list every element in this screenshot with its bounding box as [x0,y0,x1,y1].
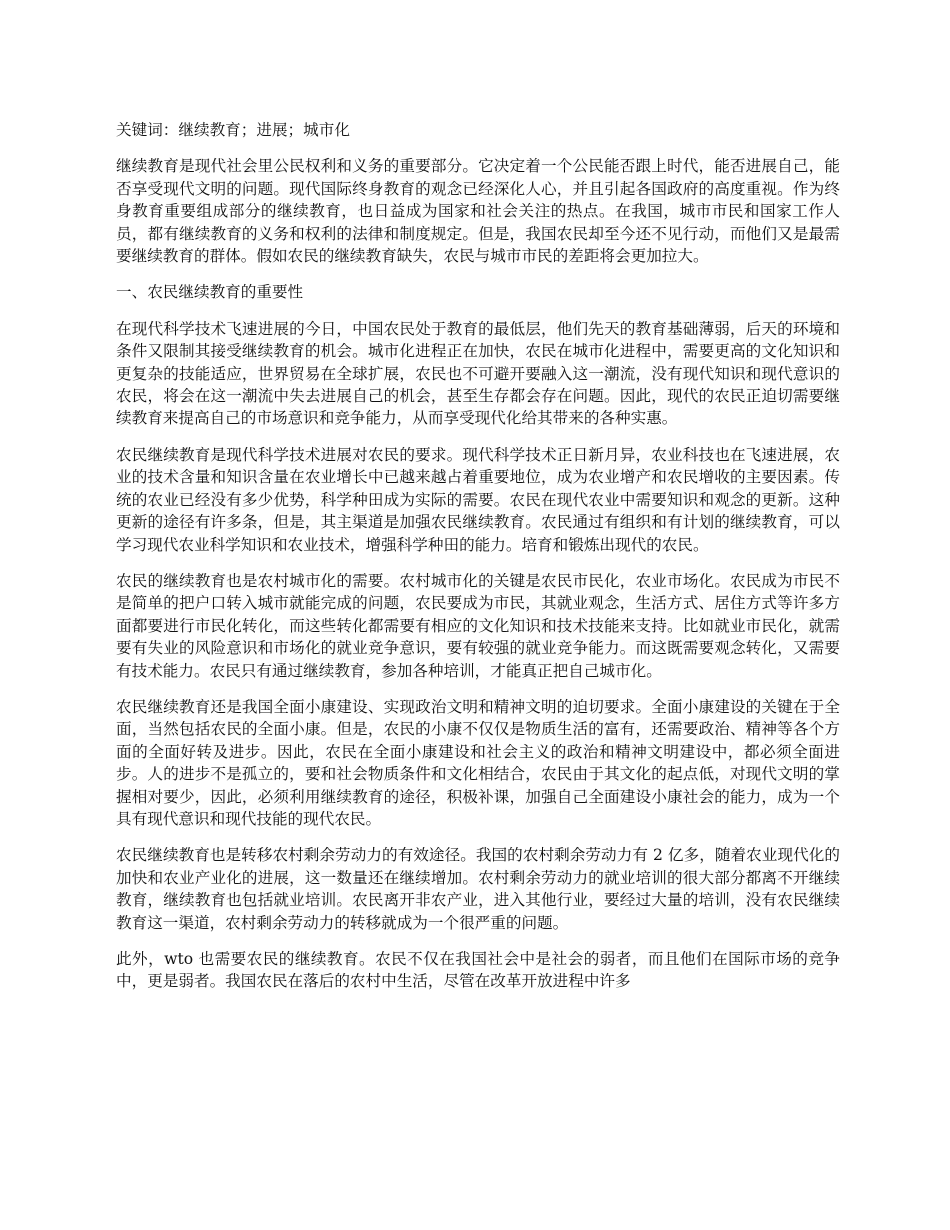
body-paragraph: 农民的继续教育也是农村城市化的需要。农村城市化的关键是农民市民化，农业市场化。农民成为市民不是简单的把户口转入城市就能完成的问题，农民要成为市民，其就业观念，生活方式、居住方式等许多方面都要进行市民化转化，而这些转化都需要有相应的文化知识和技术技能来支持。比如就业市民化，就需要有失业的风险意识和市场化的就业竞争意识，要有较强的就业竞争能力。而这既需要观念转化，又需要有技术能力。农民只有通过继续教育，参加各种培训，才能真正把自己城市化。 [116,571,840,680]
intro-paragraph: 继续教育是现代社会里公民权利和义务的重要部分。它决定着一个公民能否跟上时代，能否进展自己，能否享受现代文明的问题。现代国际终身教育的观念已经深化人心，并且引起各国政府的高度重视。作为终身教育重要组成部分的继续教育，也日益成为国家和社会关注的热点。在我国，城市市民和国家工作人员，都有继续教育的义务和权利的法律和制度规定。但是，我国农民却至今还不见行动，而他们又是最需要继续教育的群体。假如农民的继续教育缺失，农民与城市市民的差距将会更加拉大。 [116,157,840,266]
document-page [116,119,840,1007]
body-paragraph: 在现代科学技术飞速进展的今日，中国农民处于教育的最低层，他们先天的教育基础薄弱，后天的环境和条件又限制其接受继续教育的机会。城市化进程正在加快，农民在城市化进程中，需要更高的文化知识和更复杂的技能适应，世界贸易在全球扩展，农民也不可避开要融入这一潮流，没有现代知识和现代意识的农民，将会在这一潮流中失去进展自己的机会，甚至生存都会存在问题。因此，现代的农民正迫切需要继续教育来提高自己的市场意识和竞争能力，从而享受现代化给其带来的各种实惠。 [116,319,840,428]
section-heading: 一、农民继续教育的重要性 [116,283,304,302]
keywords-line: 关键词：继续教育；进展；城市化 [116,121,350,139]
body-paragraph: 农民继续教育还是我国全面小康建设、实现政治文明和精神文明的迫切要求。全面小康建设的关键在于全面，当然包括农民的全面小康。但是，农民的小康不仅仅是物质生活的富有，还需要政治、精神等各个方面的全面好转及进步。因此，农民在全面小康建设和社会主义的政治和精神文明建设中，都必须全面进步。人的进步不是孤立的，要和社会物质条件和文化相结合，农民由于其文化的起点低，对现代文明的掌握相对要少，因此，必须利用继续教育的途径，积极补课，加强自己全面建设小康社会的能力，成为一个具有现代意识和现代技能的现代农民。 [116,697,840,828]
body-paragraph: 此外，wto 也需要农民的继续教育。农民不仅在我国社会中是社会的弱者，而且他们在国际市场的竞争中，更是弱者。我国农民在落后的农村中生活，尽管在改革开放进程中许多 [116,950,840,991]
body-paragraph: 农民继续教育也是转移农村剩余劳动力的有效途径。我国的农村剩余劳动力有 2 亿多，随着农业现代化的加快和农业产业化的进展，这一数量还在继续增加。农村剩余劳动力的就业培训的很大部分都离不开继续教育，继续教育也包括就业培训。农民离开非农产业，进入其他行业，要经过大量的培训，没有农民继续教育这一渠道，农村剩余劳动力的转移就成为一个很严重的问题。 [116,846,840,932]
body-paragraph: 农民继续教育是现代科学技术进展对农民的要求。现代科学技术正日新月异，农业科技也在飞速进展，农业的技术含量和知识含量在农业增长中已越来越占着重要地位，成为农业增产和农民增收的主要因素。传统的农业已经没有多少优势，科学种田成为实际的需要。农民在现代农业中需要知识和观念的更新。这种更新的途径有许多条，但是，其主渠道是加强农民继续教育。农民通过有组织和有计划的继续教育，可以学习现代农业科学知识和农业技术，增强科学种田的能力。培育和锻炼出现代的农民。 [116,445,840,554]
